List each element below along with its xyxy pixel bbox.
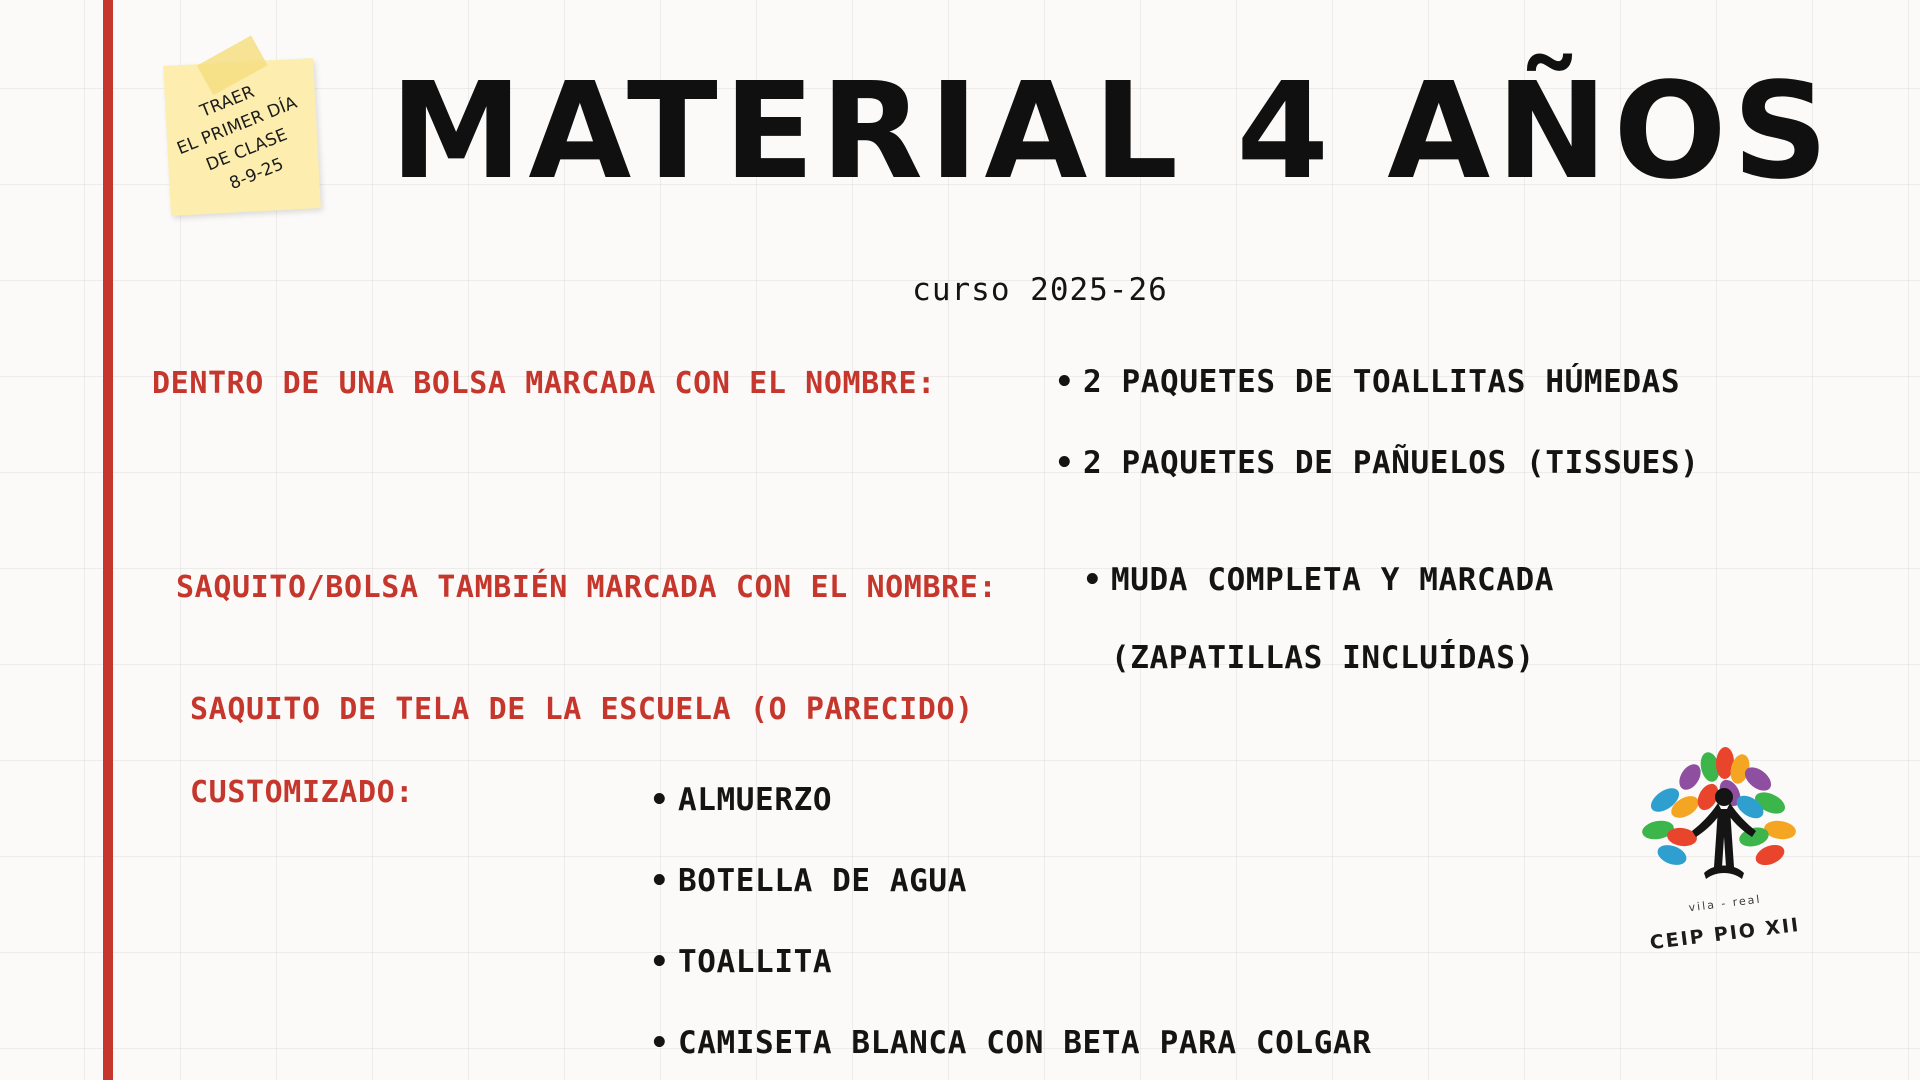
bullet-icon: • — [650, 863, 670, 899]
list-item — [650, 863, 967, 899]
list-item — [1055, 445, 1699, 481]
school-logo — [1630, 745, 1820, 975]
left-margin-rule — [103, 0, 113, 1080]
page-subtitle: curso 2025-26 — [912, 272, 1168, 308]
page-title: MATERIAL 4 AÑOS — [390, 55, 1835, 209]
list-item-label: BOTELLA DE AGUA — [678, 863, 967, 899]
list-item-label: CAMISETA BLANCA CON BETA PARA COLGAR — [678, 1025, 1372, 1061]
bullet-icon: • — [1055, 445, 1075, 481]
list-item-label: TOALLITA — [678, 944, 833, 980]
list-item — [650, 1025, 1372, 1061]
list-item — [650, 944, 832, 980]
bullet-icon: • — [1055, 364, 1075, 400]
list-item — [1083, 562, 1554, 598]
bullet-icon: • — [650, 782, 670, 818]
bullet-icon: • — [650, 944, 670, 980]
list-item-label: 2 PAQUETES DE PAÑUELOS (TISSUES) — [1083, 445, 1700, 481]
list-item — [650, 782, 832, 818]
list-item-label: ALMUERZO — [678, 782, 833, 818]
section-1-label: DENTRO DE UNA BOLSA MARCADA CON EL NOMBRE: — [152, 366, 936, 401]
bullet-icon: • — [1083, 562, 1103, 598]
logo-name: CEIP PIO XII — [1648, 913, 1802, 955]
list-item — [1055, 364, 1680, 400]
logo-location: vila - real — [1687, 892, 1763, 915]
sticky-note — [163, 58, 321, 216]
section-3-label-2: CUSTOMIZADO: — [190, 775, 414, 810]
section-3-label: SAQUITO DE TELA DE LA ESCUELA (O PARECIDO) — [190, 692, 974, 727]
list-item-label: 2 PAQUETES DE TOALLITAS HÚMEDAS — [1083, 364, 1681, 400]
list-item-label: MUDA COMPLETA Y MARCADA — [1111, 562, 1555, 598]
bullet-icon: • — [650, 1025, 670, 1061]
section-2-label: SAQUITO/BOLSA TAMBIÉN MARCADA CON EL NOMBRE: — [176, 570, 998, 605]
sticky-note-text: TRAER EL PRIMER DÍA DE CLASE 8-9-25 — [174, 81, 301, 195]
list-item-continuation: (ZAPATILLAS INCLUÍDAS) — [1111, 640, 1535, 676]
